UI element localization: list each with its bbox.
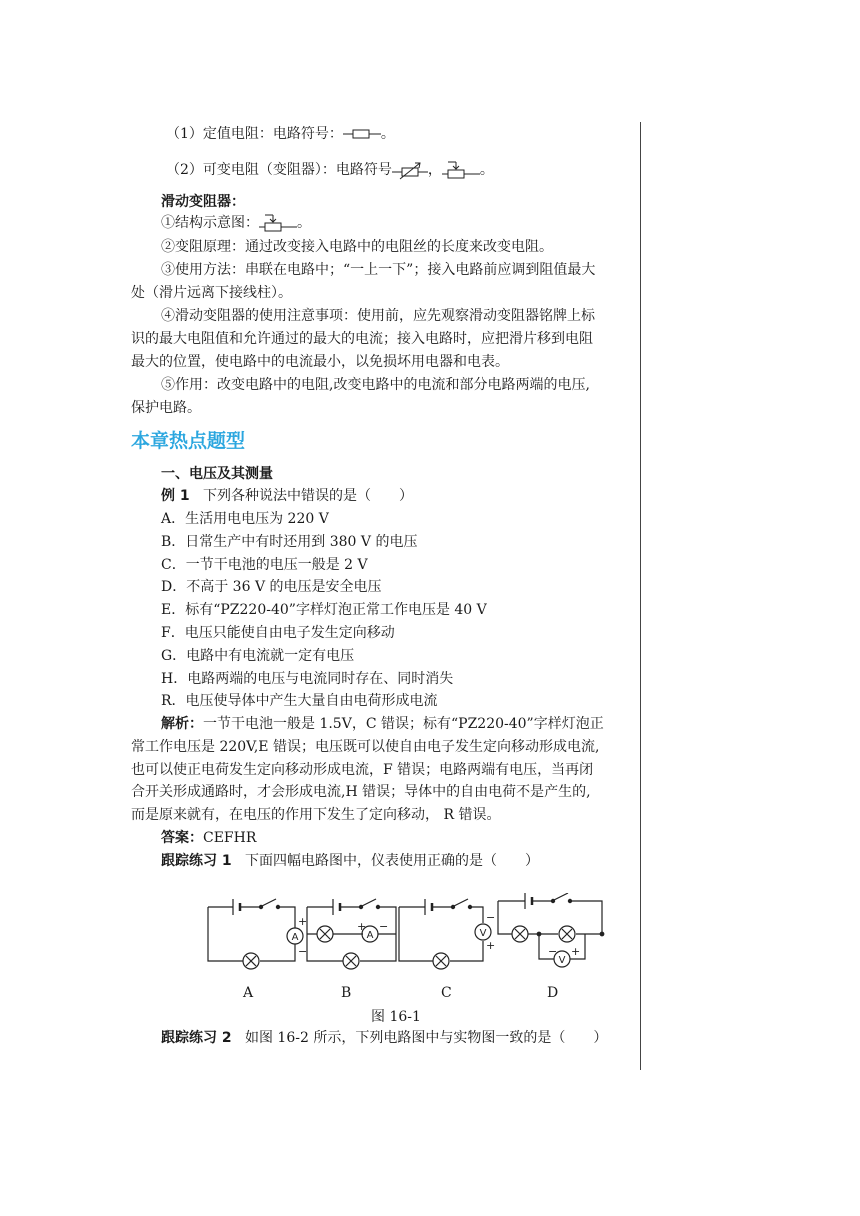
figure-label-a: A <box>243 985 254 1001</box>
circuit-figure <box>200 893 610 978</box>
svg-text:−: − <box>298 945 308 958</box>
option-e: E．标有“PZ220-40”字样灯泡正常工作电压是 40 V <box>161 602 487 618</box>
rheostat-function-1: ⑤作用：改变电路中的电阻,改变电路中的电流和部分电路两端的电压, <box>161 377 590 393</box>
rheostat-notes-2: 识的最大电阻值和允许通过的最大的电流；接入电路时，应把滑片移到电阻 <box>131 331 593 347</box>
practice-1-label: 跟踪练习 1 <box>161 853 232 869</box>
rheostat-notes-3: 最大的位置，使电路中的电流最小，以免损坏用电器和电表。 <box>131 354 509 370</box>
option-h: H．电路两端的电压与电流同时存在、同时消失 <box>161 671 454 687</box>
answer-label: 答案： <box>161 830 203 846</box>
analysis-line-2: 常工作电压是 220V,E 错误；电压既可以使自由电子发生定向移动形成电流, <box>131 739 600 755</box>
option-c: C．一节干电池的电压一般是 2 V <box>161 557 368 573</box>
meter-b-label: A <box>366 930 374 941</box>
example-label: 例 1 <box>161 488 190 504</box>
example-1-question: 例 1 下列各种说法中错误的是（ ） <box>161 488 413 504</box>
section-title: 一、电压及其测量 <box>161 466 273 482</box>
rheostat-title: 滑动变阻器： <box>161 194 245 210</box>
analysis-line-5: 而是原来就有，在电压的作用下发生了定向移动， R 错误。 <box>131 807 501 823</box>
answer-line <box>161 828 256 848</box>
meter-d-label: V <box>558 955 566 966</box>
figure-label-c: C <box>441 985 452 1001</box>
svg-text:+: + <box>298 915 308 928</box>
option-g: G．电路中有电流就一定有电压 <box>161 648 355 664</box>
circuit-b <box>307 899 396 969</box>
fixed-resistor-line: （1）定值电阻：电路符号： 。 <box>166 126 395 142</box>
answer-value: CEFHR <box>203 830 257 846</box>
analysis-label: 解析： <box>161 716 203 732</box>
rheostat-usage-1: ③使用方法：串联在电路中；“一上一下”；接入电路前应调到阻值最大 <box>161 262 596 278</box>
rheostat-structure-line: ①结构示意图： 。 <box>161 215 311 231</box>
practice-2-question: 跟踪练习 2 如图 16-2 所示，下列电路图中与实物图一致的是（ ） <box>161 1030 608 1046</box>
chapter-heading: 本章热点题型 <box>131 430 246 452</box>
svg-text:+: + <box>486 939 496 952</box>
resistor-symbol-icon <box>343 128 381 140</box>
rheostat-structure-icon <box>259 213 297 233</box>
analysis-line-3: 也可以使正电荷发生定向移动形成电流，F 错误；电路两端有电压，当再闭 <box>131 762 594 778</box>
analysis-line-4: 合开关形成通路时，才会形成电流,H 错误；导体中的自由电荷不是产生的, <box>131 784 591 800</box>
option-d: D．不高于 36 V 的电压是安全电压 <box>161 579 382 595</box>
meter-c-label: V <box>479 928 487 939</box>
practice-1-question: 跟踪练习 1 下面四幅电路图中，仪表使用正确的是（ ） <box>161 853 539 869</box>
fixed-resistor-text: （1）定值电阻：电路符号： <box>166 126 343 142</box>
option-f: F．电压只能使自由电子发生定向移动 <box>161 625 395 641</box>
option-b: B．日常生产中有时还用到 380 V 的电压 <box>161 534 418 550</box>
variable-resistor-line: （2）可变电阻（变阻器）：电路符号 ， 。 <box>166 162 494 178</box>
rheostat-notes-1: ④滑动变阻器的使用注意事项：使用前，应先观察滑动变阻器铭牌上标 <box>161 308 595 324</box>
figure-label-d: D <box>547 985 559 1001</box>
practice-2-label: 跟踪练习 2 <box>161 1030 232 1046</box>
circuit-a <box>208 899 303 969</box>
analysis-line-1: 解析：一节干电池一般是 1.5V，C 错误；标有“PZ220-40”字样灯泡正 <box>161 716 604 732</box>
rheostat-symbol-icon <box>442 160 480 180</box>
svg-text:−: − <box>548 945 558 958</box>
variable-resistor-text: （2）可变电阻（变阻器）：电路符号 <box>166 162 392 178</box>
rheostat-usage-2: 处（滑片远离下接线柱）。 <box>131 285 292 301</box>
svg-text:+: + <box>357 920 367 933</box>
circuit-c <box>399 899 491 969</box>
option-r: R．电压使导体中产生大量自由电荷形成电流 <box>161 693 438 709</box>
figure-caption: 图 16-1 <box>371 1009 421 1025</box>
variable-resistor-symbol-icon <box>392 160 428 180</box>
svg-text:+: + <box>571 945 581 958</box>
column-divider <box>640 122 641 1070</box>
figure-label-b: B <box>341 985 352 1001</box>
svg-text:−: − <box>379 920 389 933</box>
meter-a-label: A <box>291 932 299 943</box>
svg-text:−: − <box>486 911 496 924</box>
rheostat-principle: ②变阻原理：通过改变接入电路中的电阻丝的长度来改变电阻。 <box>161 239 553 255</box>
option-a: A．生活用电电压为 220 V <box>161 511 329 527</box>
rheostat-function-2: 保护电路。 <box>131 400 201 416</box>
